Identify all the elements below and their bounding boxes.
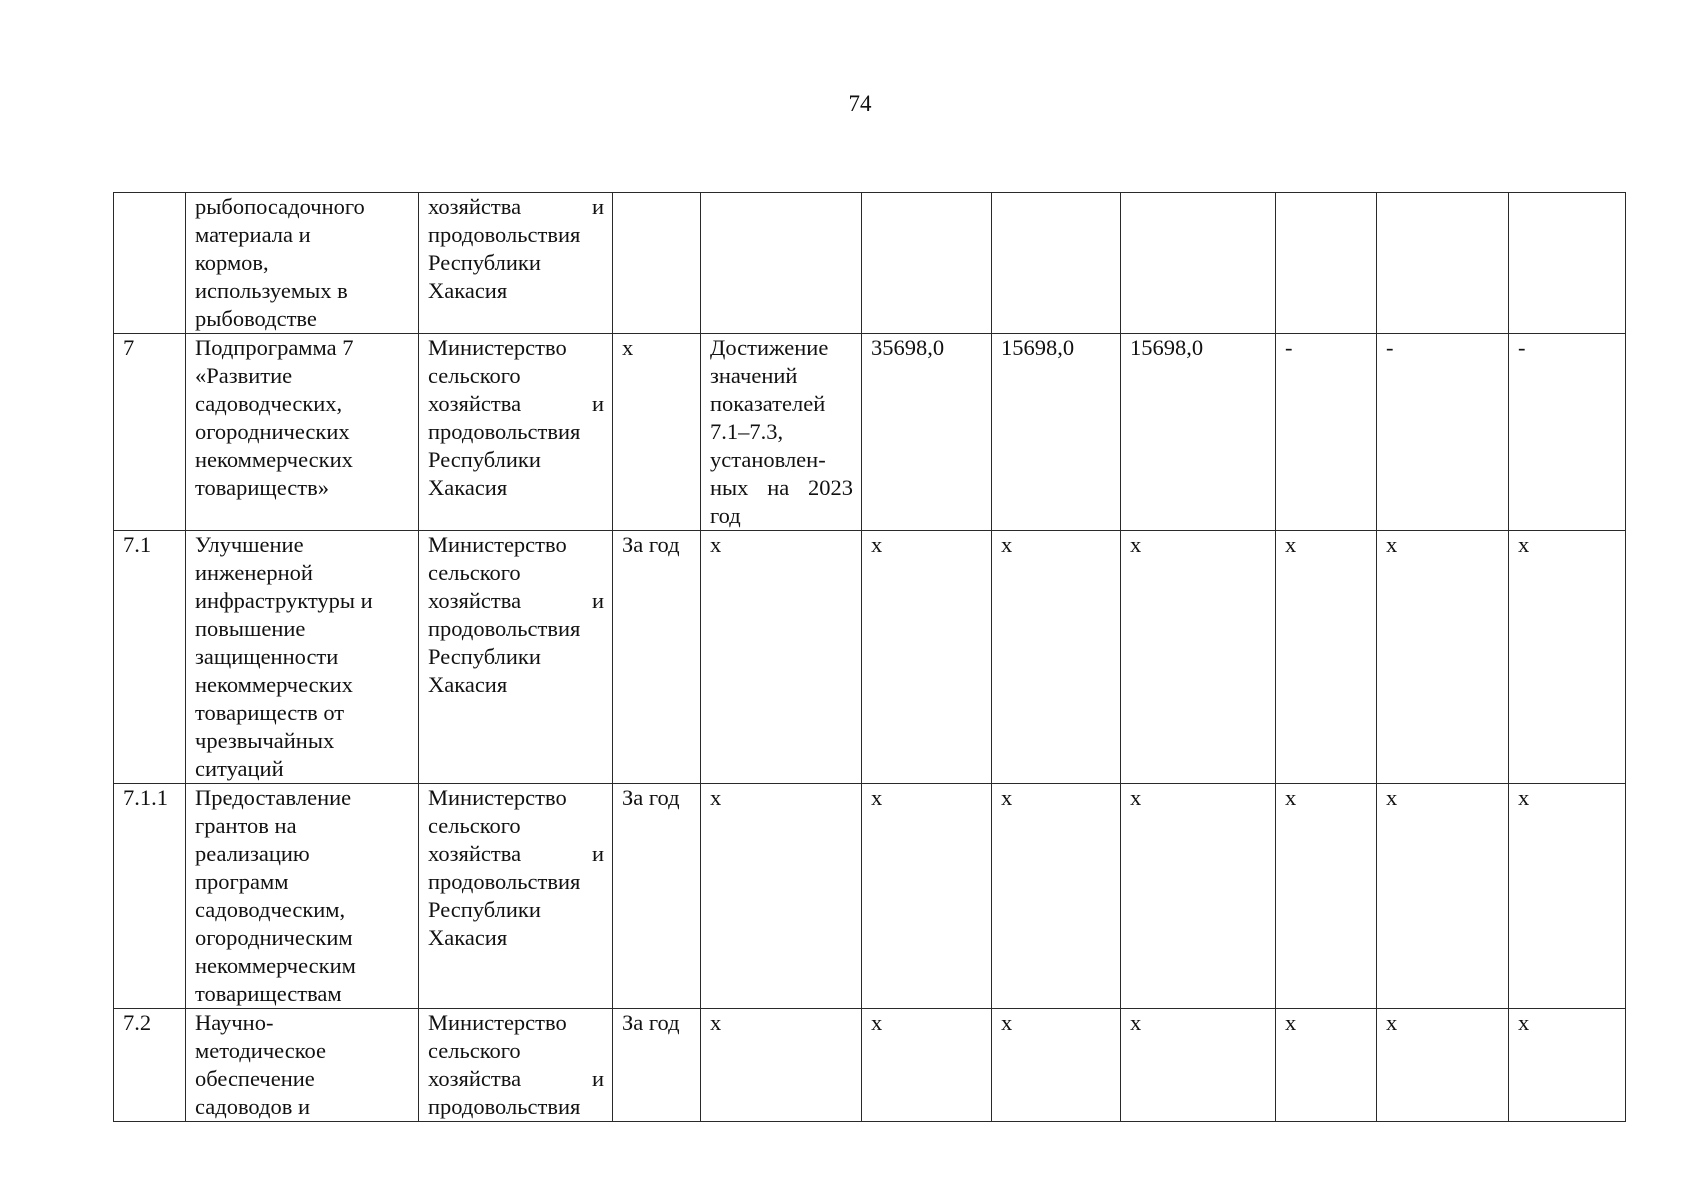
measure-name-line: используемых в xyxy=(195,278,348,303)
period-cell xyxy=(613,193,701,334)
measure-name-line: рыбопосадочного xyxy=(195,194,365,219)
expected-result-cell xyxy=(701,334,862,531)
measure-name-line: защищенности xyxy=(195,644,339,669)
responsible-org-line: хозяйства и xyxy=(428,1066,604,1091)
responsible-org-line: Министерство xyxy=(428,1010,567,1035)
measure-name-line: инфраструктуры и xyxy=(195,588,373,613)
value-cell-v4 xyxy=(1276,531,1377,784)
responsible-org-line: Хакасия xyxy=(428,278,508,303)
period-cell xyxy=(613,784,701,1009)
measure-name-line: некоммерческих xyxy=(195,672,353,697)
measure-name-line: кормов, xyxy=(195,250,269,275)
measure-name-cell xyxy=(186,784,419,1009)
row-number-cell xyxy=(114,193,186,334)
value-cell-v5 xyxy=(1377,531,1509,784)
value-cell-v4 xyxy=(1276,334,1377,531)
row-number-cell-text: 7.1 xyxy=(123,532,152,557)
value-cell-v1 xyxy=(862,531,992,784)
table-row xyxy=(114,784,1626,1009)
value-cell-v2 xyxy=(992,784,1121,1009)
responsible-org-line: Министерство xyxy=(428,335,567,360)
value-cell-v1-text: x xyxy=(871,785,883,810)
expected-result-line: год xyxy=(710,503,741,528)
measure-name-line: товариществам xyxy=(195,981,342,1006)
measure-name-line: материала и xyxy=(195,222,311,247)
program-table xyxy=(113,192,1626,1122)
value-cell-v1 xyxy=(862,334,992,531)
expected-result-cell xyxy=(701,1009,862,1122)
responsible-org-line: Хакасия xyxy=(428,672,508,697)
value-cell-v3 xyxy=(1121,784,1276,1009)
responsible-org-line: продовольствия xyxy=(428,616,581,641)
responsible-org-cell xyxy=(419,334,613,531)
responsible-org-line: продовольствия xyxy=(428,1094,581,1119)
value-cell-v2 xyxy=(992,531,1121,784)
table-row xyxy=(114,531,1626,784)
measure-name-line: «Развитие xyxy=(195,363,293,388)
value-cell-v4-text: x xyxy=(1285,785,1297,810)
measure-name-line: ситуаций xyxy=(195,756,284,781)
value-cell-v5 xyxy=(1377,784,1509,1009)
value-cell-v3-text: 15698,0 xyxy=(1130,335,1204,360)
measure-name-line: садоводов и xyxy=(195,1094,311,1119)
value-cell-v3 xyxy=(1121,1009,1276,1122)
period-cell-text: За год xyxy=(622,532,680,557)
value-cell-v2 xyxy=(992,1009,1121,1122)
responsible-org-line: продовольствия xyxy=(428,869,581,894)
value-cell-v1 xyxy=(862,784,992,1009)
expected-result-line: x xyxy=(710,785,722,810)
value-cell-v1 xyxy=(862,1009,992,1122)
value-cell-v5 xyxy=(1377,334,1509,531)
measure-name-line: некоммерческим xyxy=(195,953,356,978)
measure-name-line: обеспечение xyxy=(195,1066,315,1091)
measure-name-line: программ xyxy=(195,869,289,894)
responsible-org-line: Республики xyxy=(428,250,541,275)
measure-name-line: садоводческих, xyxy=(195,391,343,416)
measure-name-line: товариществ» xyxy=(195,475,329,500)
value-cell-v6-text: - xyxy=(1518,335,1526,360)
value-cell-v6-text: x xyxy=(1518,532,1530,557)
measure-name-line: Улучшение xyxy=(195,532,304,557)
value-cell-v3 xyxy=(1121,193,1276,334)
row-number-cell-text: 7.2 xyxy=(123,1010,152,1035)
responsible-org-line: хозяйства и xyxy=(428,588,604,613)
value-cell-v5-text: x xyxy=(1386,1010,1398,1035)
value-cell-v6 xyxy=(1509,193,1626,334)
responsible-org-line: Республики xyxy=(428,644,541,669)
row-number-cell-text: 7.1.1 xyxy=(123,785,168,810)
value-cell-v4 xyxy=(1276,193,1377,334)
value-cell-v3 xyxy=(1121,334,1276,531)
value-cell-v4 xyxy=(1276,1009,1377,1122)
row-number-cell xyxy=(114,531,186,784)
value-cell-v6 xyxy=(1509,531,1626,784)
expected-result-line: 7.1–7.3, xyxy=(710,419,784,444)
value-cell-v2-text: 15698,0 xyxy=(1001,335,1075,360)
measure-name-line: методическое xyxy=(195,1038,327,1063)
value-cell-v3 xyxy=(1121,531,1276,784)
responsible-org-line: Республики xyxy=(428,897,541,922)
responsible-org-line: хозяйства и xyxy=(428,841,604,866)
measure-name-line: некоммерческих xyxy=(195,447,353,472)
value-cell-v2-text: x xyxy=(1001,532,1013,557)
value-cell-v5-text: - xyxy=(1386,335,1394,360)
value-cell-v6-text: x xyxy=(1518,1010,1530,1035)
responsible-org-line: сельского xyxy=(428,1038,521,1063)
expected-result-line: Достижение xyxy=(710,335,829,360)
measure-name-line: реализацию xyxy=(195,841,310,866)
value-cell-v2 xyxy=(992,193,1121,334)
period-cell xyxy=(613,1009,701,1122)
period-cell xyxy=(613,531,701,784)
value-cell-v4-text: x xyxy=(1285,1010,1297,1035)
measure-name-line: чрезвычайных xyxy=(195,728,335,753)
period-cell-text: x xyxy=(622,335,634,360)
value-cell-v5-text: x xyxy=(1386,532,1398,557)
responsible-org-line: Хакасия xyxy=(428,475,508,500)
value-cell-v3-text: x xyxy=(1130,785,1142,810)
measure-name-line: инженерной xyxy=(195,560,313,585)
value-cell-v1-text: 35698,0 xyxy=(871,335,945,360)
value-cell-v5 xyxy=(1377,193,1509,334)
measure-name-line: Предоставление xyxy=(195,785,352,810)
expected-result-line: ных на 2023 xyxy=(710,475,853,500)
value-cell-v3-text: x xyxy=(1130,532,1142,557)
row-number-cell-text: 7 xyxy=(123,335,135,360)
responsible-org-line: сельского xyxy=(428,560,521,585)
measure-name-cell xyxy=(186,334,419,531)
expected-result-line: установлен- xyxy=(710,447,826,472)
responsible-org-line: продовольствия xyxy=(428,419,581,444)
value-cell-v2-text: x xyxy=(1001,785,1013,810)
responsible-org-cell xyxy=(419,531,613,784)
responsible-org-line: Министерство xyxy=(428,532,567,557)
responsible-org-line: сельского xyxy=(428,363,521,388)
responsible-org-line: продовольствия xyxy=(428,222,581,247)
expected-result-line: значений xyxy=(710,363,798,388)
table-row xyxy=(114,193,1626,334)
responsible-org-line: хозяйства и xyxy=(428,194,604,219)
page-number: 74 xyxy=(848,91,872,116)
table-row xyxy=(114,334,1626,531)
row-number-cell xyxy=(114,334,186,531)
value-cell-v1 xyxy=(862,193,992,334)
expected-result-cell xyxy=(701,784,862,1009)
expected-result-line: показателей xyxy=(710,391,826,416)
expected-result-cell xyxy=(701,193,862,334)
measure-name-line: огороднических xyxy=(195,419,350,444)
value-cell-v4-text: - xyxy=(1285,335,1293,360)
measure-name-cell xyxy=(186,193,419,334)
measure-name-cell xyxy=(186,531,419,784)
measure-name-cell xyxy=(186,1009,419,1122)
expected-result-line: x xyxy=(710,532,722,557)
value-cell-v4-text: x xyxy=(1285,532,1297,557)
measure-name-line: садоводческим, xyxy=(195,897,346,922)
expected-result-line: x xyxy=(710,1010,722,1035)
value-cell-v3-text: x xyxy=(1130,1010,1142,1035)
expected-result-cell xyxy=(701,531,862,784)
measure-name-line: Научно- xyxy=(195,1010,274,1035)
table-body xyxy=(114,193,1626,1122)
value-cell-v6 xyxy=(1509,334,1626,531)
period-cell xyxy=(613,334,701,531)
value-cell-v6 xyxy=(1509,1009,1626,1122)
responsible-org-line: хозяйства и xyxy=(428,391,604,416)
value-cell-v6 xyxy=(1509,784,1626,1009)
responsible-org-line: Хакасия xyxy=(428,925,508,950)
value-cell-v1-text: x xyxy=(871,532,883,557)
measure-name-line: товариществ от xyxy=(195,700,345,725)
value-cell-v2-text: x xyxy=(1001,1010,1013,1035)
period-cell-text: За год xyxy=(622,1010,680,1035)
responsible-org-cell xyxy=(419,1009,613,1122)
value-cell-v4 xyxy=(1276,784,1377,1009)
row-number-cell xyxy=(114,1009,186,1122)
measure-name-line: грантов на xyxy=(195,813,297,838)
period-cell-text: За год xyxy=(622,785,680,810)
measure-name-line: рыбоводстве xyxy=(195,306,317,331)
value-cell-v1-text: x xyxy=(871,1010,883,1035)
value-cell-v5 xyxy=(1377,1009,1509,1122)
value-cell-v2 xyxy=(992,334,1121,531)
measure-name-line: повышение xyxy=(195,616,306,641)
measure-name-line: Подпрограмма 7 xyxy=(195,335,354,360)
value-cell-v5-text: x xyxy=(1386,785,1398,810)
responsible-org-cell xyxy=(419,784,613,1009)
responsible-org-cell xyxy=(419,193,613,334)
value-cell-v6-text: x xyxy=(1518,785,1530,810)
responsible-org-line: сельского xyxy=(428,813,521,838)
measure-name-line: огородническим xyxy=(195,925,353,950)
table-row xyxy=(114,1009,1626,1122)
responsible-org-line: Министерство xyxy=(428,785,567,810)
row-number-cell xyxy=(114,784,186,1009)
responsible-org-line: Республики xyxy=(428,447,541,472)
